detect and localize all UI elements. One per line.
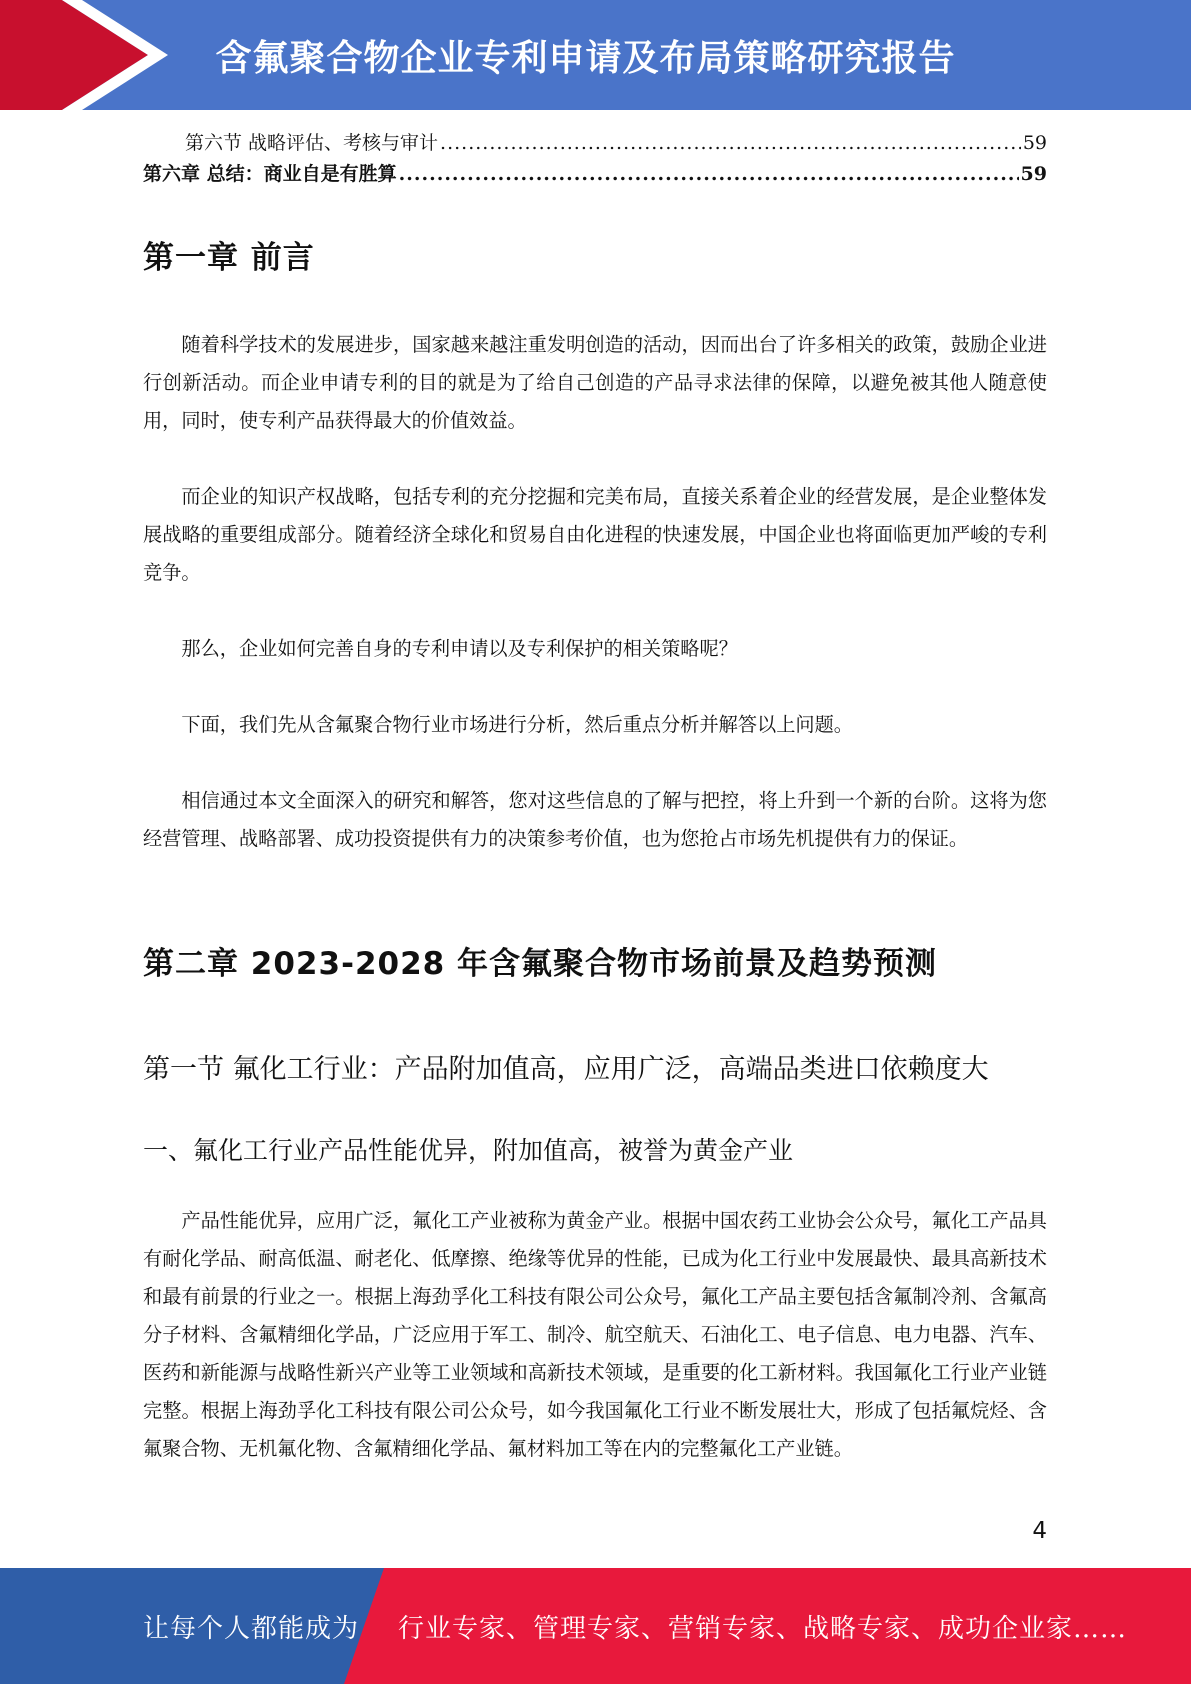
footer-slogan-left: 让每个人都能成为 — [143, 1613, 360, 1644]
toc-entry-title: 第六章 总结：商业自是有胜算 — [143, 163, 397, 185]
toc-entry-page: 59 — [1022, 132, 1047, 154]
body-paragraph: 那么，企业如何完善自身的专利申请以及专利保护的相关策略呢？ — [181, 637, 738, 660]
chapter-heading: 第一章 前言 — [143, 240, 315, 276]
footer-slogan-right: 行业专家、管理专家、营销专家、战略专家、成功企业家…… — [398, 1613, 1128, 1644]
body-paragraph: 相信通过本文全面深入的研究和解答，您对这些信息的了解与把控，将上升到一个新的台阶。这将为您经营管理、战略部署、成功投资提供有力的决策参考价值，也为您抢占市场先机提供有力的保证。 — [143, 789, 1047, 850]
chapter-heading: 第二章 2023-2028 年含氟聚合物市场前景及趋势预测 — [143, 946, 938, 982]
body-paragraph: 随着科学技术的发展进步，国家越来越注重发明创造的活动，因而出台了许多相关的政策，鼓励企业进行创新活动。而企业申请专利的目的就是为了给自己创造的产品寻求法律的保障，以避免被其他人随意使用，同时，使专利产品获得最大的价值效益。 — [143, 333, 1047, 432]
toc-entry-page: 59 — [1020, 163, 1047, 185]
section-heading: 第一节 氟化工行业：产品附加值高，应用广泛，高端品类进口依赖度大 — [143, 1054, 989, 1085]
body-paragraph: 产品性能优异，应用广泛，氟化工产业被称为黄金产业。根据中国农药工业协会公众号，氟化工产品具有耐化学品、耐高低温、耐老化、低摩擦、绝缘等优异的性能，已成为化工行业中发展最快、最具高新技术和最有前景的行业之一。根据上海劲孚化工科技有限公司公众号，氟化工产品主要包括含氟制冷剂、含氟高分子材料、含氟精细化学品，广泛应用于军工、制冷、航空航天、石油化工、电子信息、电力电器、汽车、医药和新能源与战略性新兴产业等工业领域和高新技术领域，是重要的化工新材料。我国氟化工行业产业链完整。根据上海劲孚化工科技有限公司公众号，如今我国氟化工行业不断发展壮大，形成了包括氟烷烃、含氟聚合物、无机氟化物、含氟精细化学品、氟材料加工等在内的完整氟化工产业链。 — [143, 1209, 1047, 1460]
toc-entry-title: 第六节 战略评估、考核与审计 — [185, 132, 439, 154]
toc-entry[interactable] — [143, 161, 1047, 187]
page-number: 4 — [1032, 1518, 1047, 1544]
body-paragraph: 下面，我们先从含氟聚合物行业市场进行分析，然后重点分析并解答以上问题。 — [181, 713, 853, 736]
toc-entry[interactable] — [143, 130, 1047, 156]
body-paragraph: 而企业的知识产权战略，包括专利的充分挖掘和完美布局，直接关系着企业的经营发展，是企业整体发展战略的重要组成部分。随着经济全球化和贸易自由化进程的快速发展，中国企业也将面临更加严峻的专利竞争。 — [143, 485, 1047, 584]
page-header — [0, 0, 1191, 110]
page-footer — [0, 1568, 1191, 1684]
toc-leader-dots — [399, 161, 1019, 187]
report-title: 含氟聚合物企业专利申请及布局策略研究报告 — [215, 37, 956, 79]
toc-leader-dots — [440, 130, 1021, 156]
subsection-heading: 一、氟化工行业产品性能优异，附加值高，被誉为黄金产业 — [143, 1136, 794, 1165]
